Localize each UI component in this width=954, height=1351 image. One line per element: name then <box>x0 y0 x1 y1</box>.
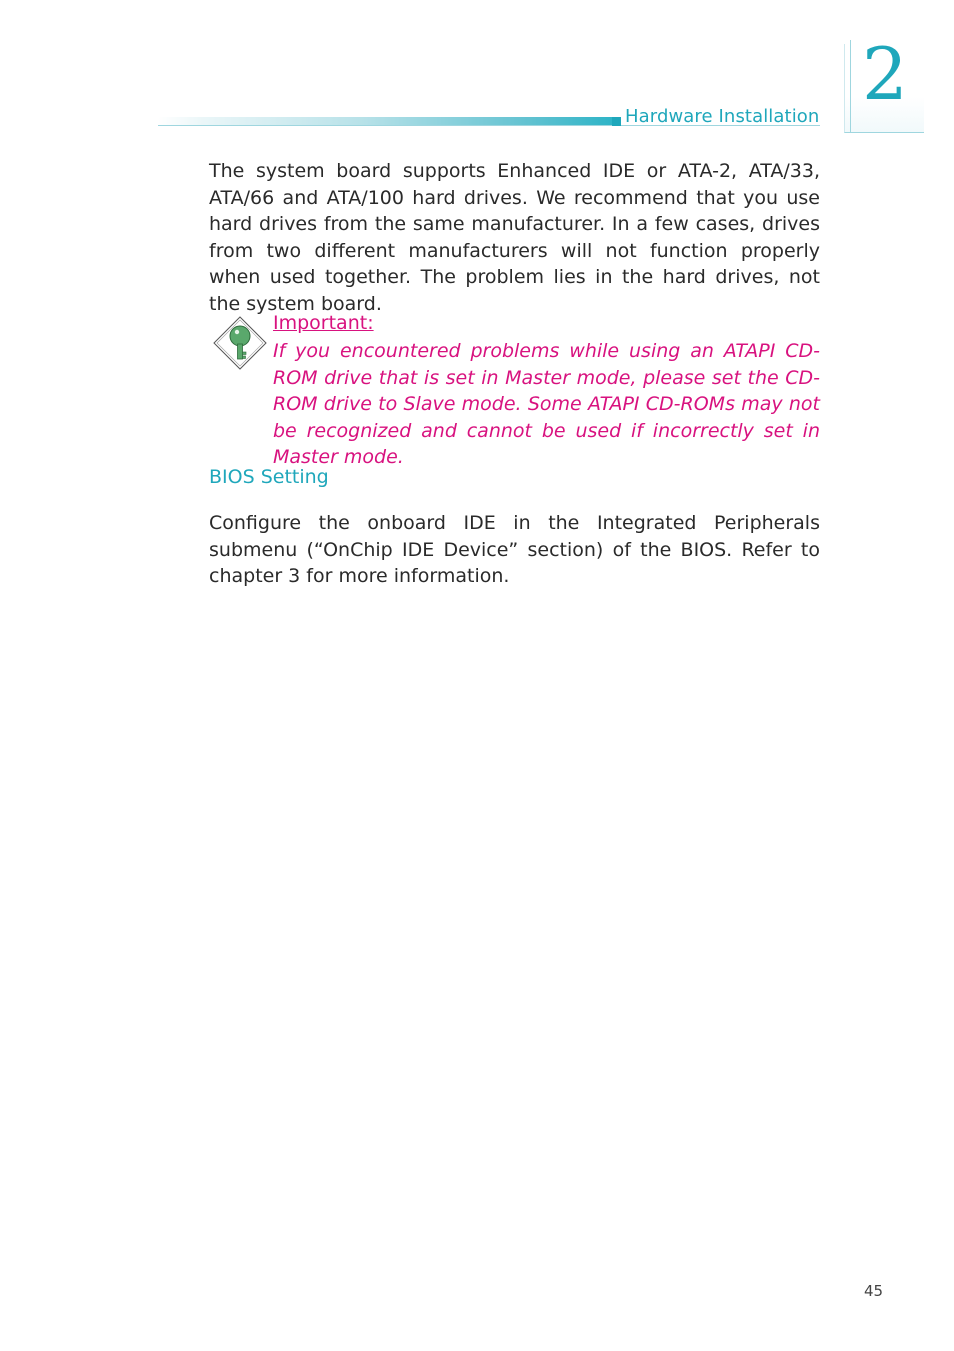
key-icon <box>213 316 267 370</box>
section-title: Hardware Installation <box>625 106 820 127</box>
chapter-divider <box>850 40 851 132</box>
bios-setting-heading: BIOS Setting <box>209 466 329 488</box>
page-number: 45 <box>864 1282 884 1300</box>
bios-paragraph: Configure the onboard IDE in the Integrated Peripherals submenu (“OnChip IDE Device” section) of the BIOS. Refer to chapter 3 for more information. <box>209 512 820 588</box>
intro-paragraph: The system board supports Enhanced IDE or ATA-2, ATA/33, ATA/66 and ATA/100 hard drives. We recommend that you use hard drives from the same manufacturer. In a few cases, drives from two different manufacturers will not function properly when used together. The problem lies in the hard drives, not the system board. <box>209 160 820 315</box>
header-marker <box>612 117 621 126</box>
important-label: Important: <box>273 312 374 334</box>
important-note: If you encountered problems while using an ATAPI CD-ROM drive that is set in Master mode, please set the CD-ROM drive to Slave mode. Some ATAPI CD-ROMs may not be recognized and cannot be used if incorrectly set in Master mode. <box>273 340 820 469</box>
chapter-number: 2 <box>862 32 908 116</box>
